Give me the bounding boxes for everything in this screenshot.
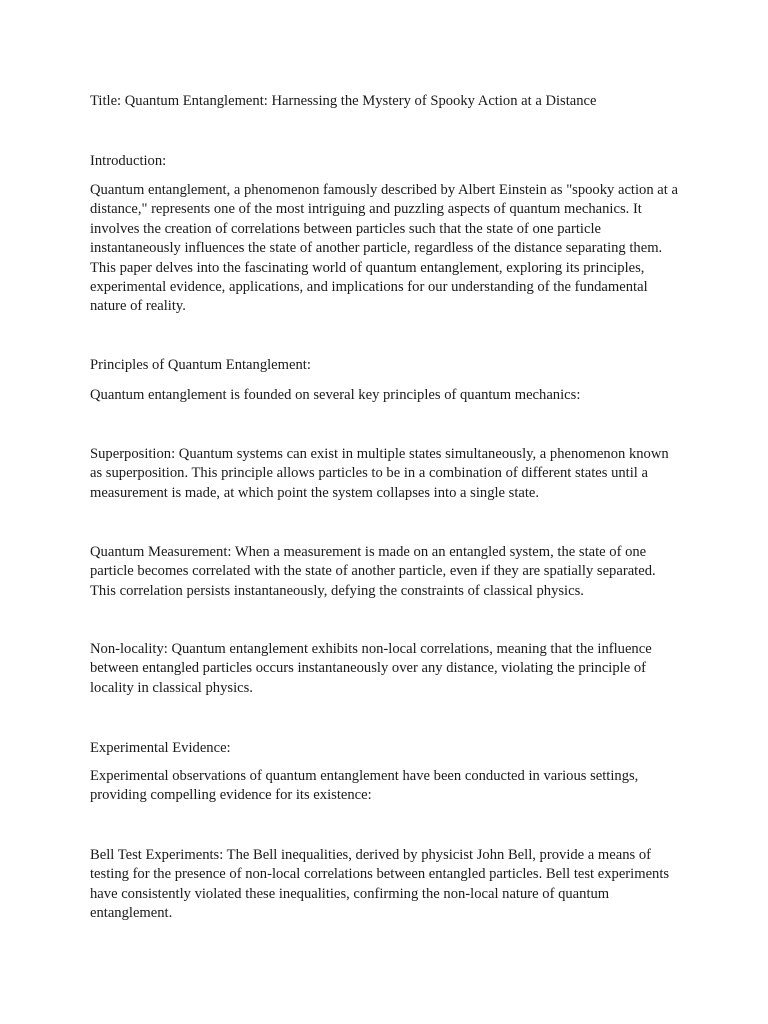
introduction-paragraph: Quantum entanglement, a phenomenon famously described by Albert Einstein as "spooky action at a distance," represents one of the most intriguing and puzzling aspects of quantum mechanics. It involves the creation of correlations between particles such that the state of one particle instantaneously influences the state of another particle, regardless of the distance separating them. This paper delves into the fascinating world of quantum entanglement, exploring its principles, experimental evidence, applications, and implications for our understanding of the fundamental nature of reality. <box>90 182 678 315</box>
introduction-heading: Introduction: <box>90 153 167 169</box>
evidence-heading: Experimental Evidence: <box>90 740 231 756</box>
evidence-bell-test-paragraph: Bell Test Experiments: The Bell inequalities, derived by physicist John Bell, provide a means of testing for the presence of non-local correlations between entangled particles. Bell test experiments have consistently violated these inequalities, confirming the non-local nature of quantum entanglement. <box>90 847 670 922</box>
document-title: Title: Quantum Entanglement: Harnessing the Mystery of Spooky Action at a Distance <box>90 93 597 109</box>
principles-intro-paragraph: Quantum entanglement is founded on several key principles of quantum mechanics: <box>90 387 581 403</box>
principle-measurement-paragraph: Quantum Measurement: When a measurement is made on an entangled system, the state of one particle becomes correlated with the state of another particle, even if they are spatially separated. This correlation persists instantaneously, defying the constraints of classical physics. <box>90 544 656 599</box>
document-page <box>90 0 680 1024</box>
evidence-intro-paragraph: Experimental observations of quantum entanglement have been conducted in various settings, providing compelling evidence for its existence: <box>90 768 639 804</box>
principle-superposition-paragraph: Superposition: Quantum systems can exist in multiple states simultaneously, a phenomenon known as superposition. This principle allows particles to be in a combination of different states until a measurement is made, at which point the system collapses into a single state. <box>90 446 669 501</box>
principle-nonlocality-paragraph: Non-locality: Quantum entanglement exhibits non-local correlations, meaning that the influence between entangled particles occurs instantaneously over any distance, violating the principle of locality in classical physics. <box>90 641 652 696</box>
principles-heading: Principles of Quantum Entanglement: <box>90 357 311 373</box>
